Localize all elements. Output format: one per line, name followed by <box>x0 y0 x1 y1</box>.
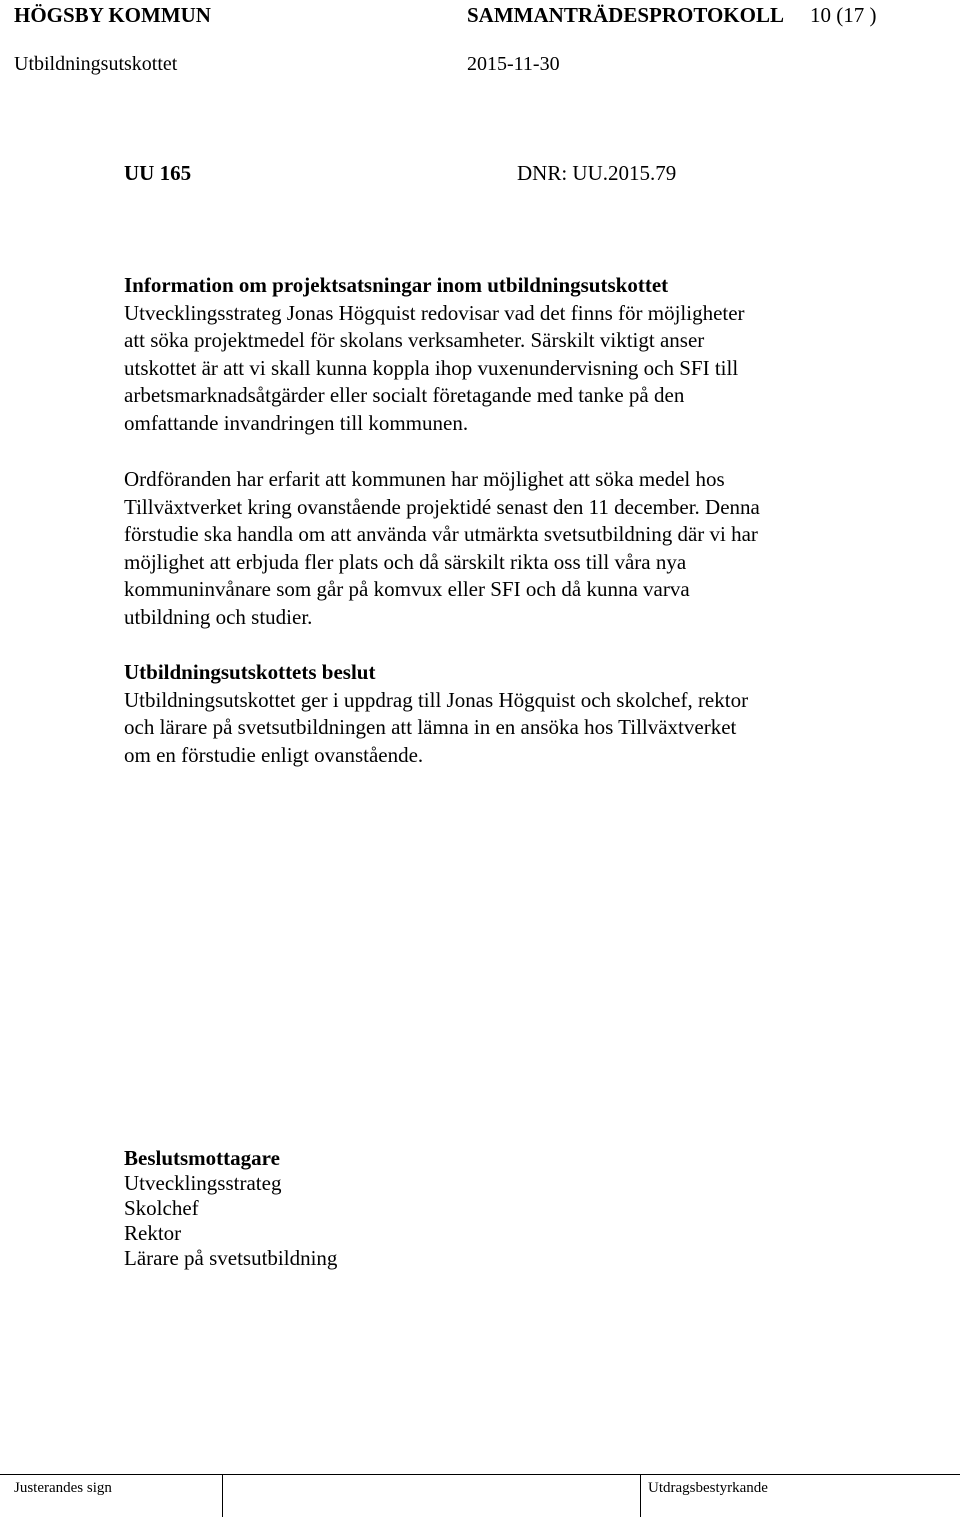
paragraph-line: möjlighet att erbjuda fler plats och då särskilt rikta oss till våra nya <box>124 549 687 574</box>
page-number: 10 (17 ) <box>810 3 877 27</box>
footer-divider <box>0 1474 960 1475</box>
document-type: SAMMANTRÄDESPROTOKOLL <box>467 3 784 27</box>
decision-heading: Utbildningsutskottets beslut <box>124 660 376 684</box>
section-heading: Information om projektsatsningar inom utbildningsutskottet <box>124 273 669 297</box>
paragraph-line: utskottet är att vi skall kunna koppla ihop vuxenundervisning och SFI till <box>124 355 739 380</box>
paragraph-line: arbetsmarknadsåtgärder eller socialt företagande med tanke på den <box>124 383 685 407</box>
municipality-name: HÖGSBY KOMMUN <box>14 3 211 27</box>
recipients-list <box>124 1146 337 1271</box>
committee-name: Utbildningsutskottet <box>14 53 178 75</box>
recipient-item: Skolchef <box>124 1196 199 1220</box>
paragraph-line: Tillväxtverket kring ovanstående projektidé senast den 11 december. Denna <box>124 494 760 519</box>
case-dnr: DNR: UU.2015.79 <box>517 161 677 185</box>
section-chair-paragraph <box>124 466 864 631</box>
recipient-item: Rektor <box>124 1221 182 1245</box>
footer-sign-box-left <box>222 1475 223 1517</box>
footer-utdragsbestyrkande: Utdragsbestyrkande <box>648 1480 768 1496</box>
paragraph-line: förstudie ska handla om att använda vår utmärkta svetsutbildning där vi har <box>124 522 758 546</box>
footer-justerandes-sign: Justerandes sign <box>14 1480 112 1496</box>
decision-line: om en förstudie enligt ovanstående. <box>124 742 424 767</box>
paragraph-line: Utvecklingsstrateg Jonas Högquist redovisar vad det finns för möjligheter <box>124 300 745 325</box>
decision-line: och lärare på svetsutbildningen att lämna in en ansöka hos Tillväxtverket <box>124 715 737 739</box>
recipient-item: Lärare på svetsutbildning <box>124 1246 338 1270</box>
case-number: UU 165 <box>124 161 192 185</box>
paragraph-line: utbildning och studier. <box>124 604 313 629</box>
paragraph-line: omfattande invandringen till kommunen. <box>124 410 469 435</box>
paragraph-line: Ordföranden har erfarit att kommunen har möjlighet att söka medel hos <box>124 467 725 491</box>
recipient-item: Utvecklingsstrateg <box>124 1171 282 1195</box>
paragraph-line: kommuninvånare som går på komvux eller SFI och då kunna varva <box>124 577 690 601</box>
recipients-heading: Beslutsmottagare <box>124 1146 280 1170</box>
section-information <box>124 272 864 437</box>
section-decision <box>124 659 864 769</box>
decision-line: Utbildningsutskottet ger i uppdrag till Jonas Högquist och skolchef, rektor <box>124 687 749 712</box>
meeting-date: 2015-11-30 <box>467 53 560 75</box>
footer-sign-box-right <box>640 1475 641 1517</box>
paragraph-line: att söka projektmedel för skolans verksamheter. Särskilt viktigt anser <box>124 328 705 352</box>
